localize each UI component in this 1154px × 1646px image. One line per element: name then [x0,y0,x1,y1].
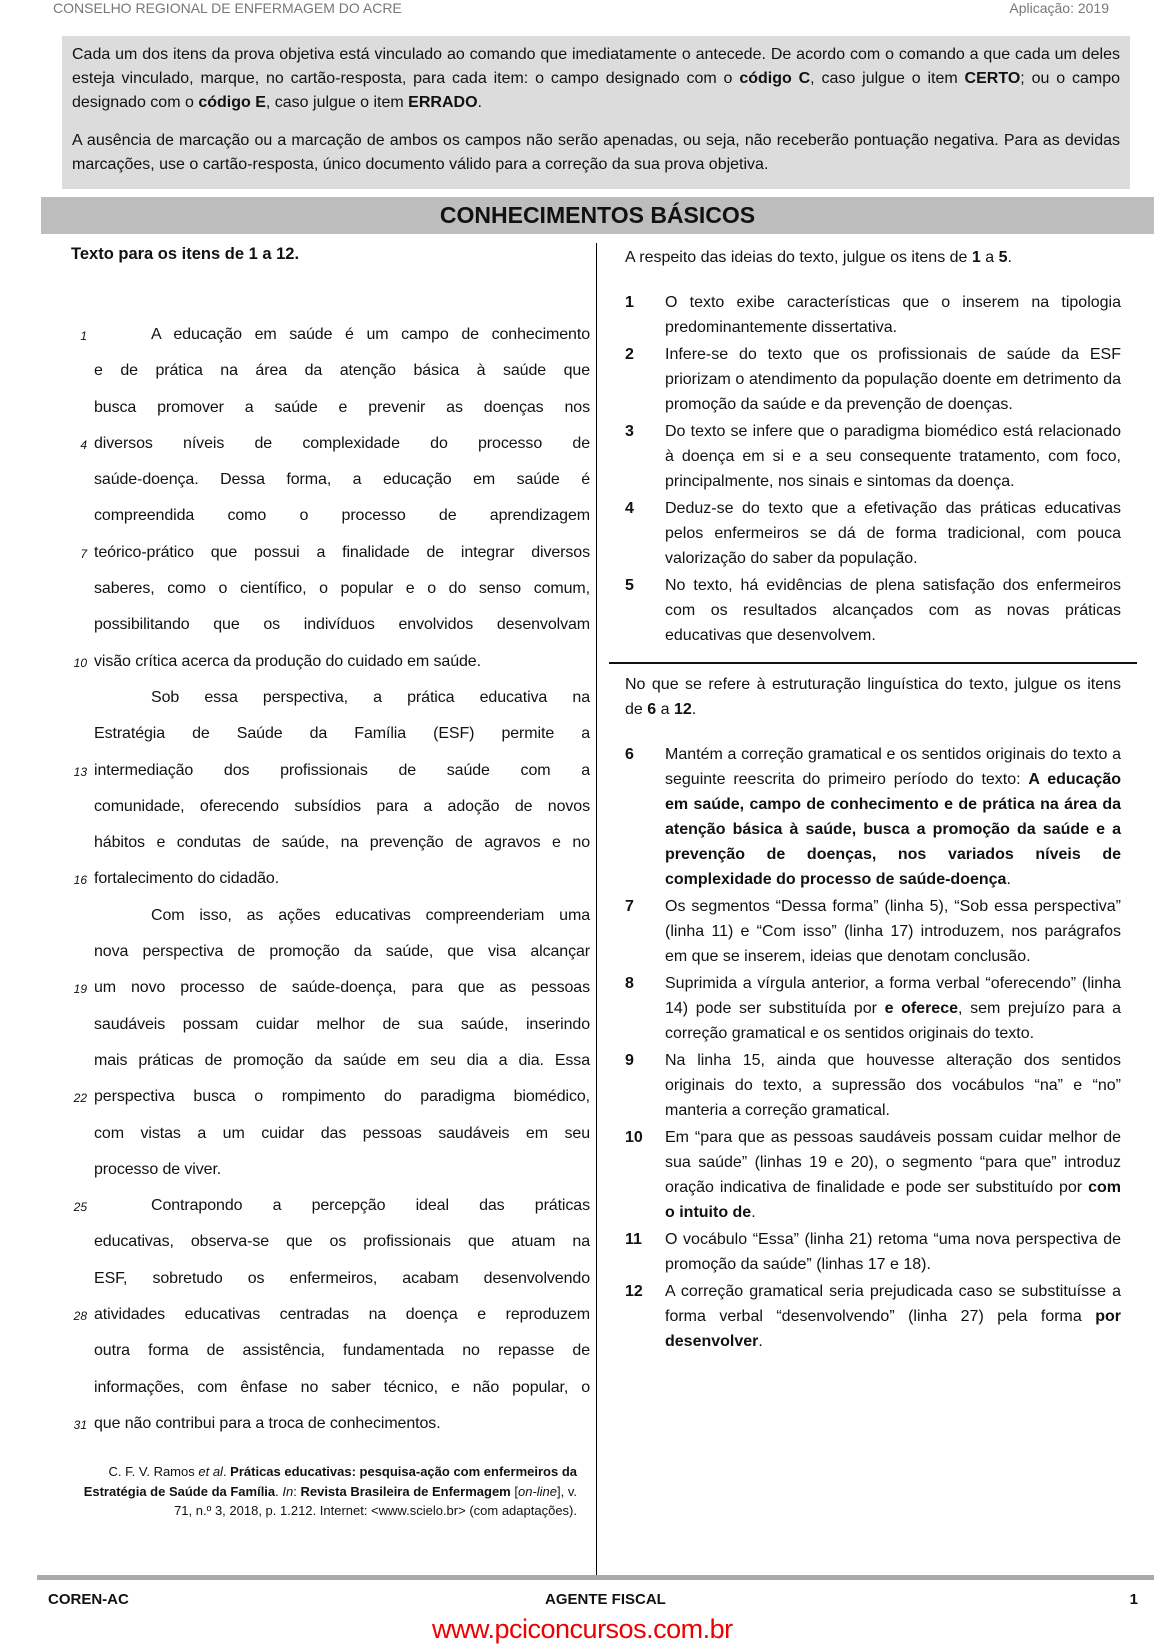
question-item [625,496,1121,571]
passage-line [71,1406,590,1442]
text-segment: a [656,701,674,718]
item-number: 4 [625,500,634,517]
item-number: 3 [625,423,634,440]
line-number: 28 [73,1309,87,1324]
item-text [665,500,1121,567]
line-text: Sob essa perspectiva, a prática educativa na [151,688,590,706]
passage-line [71,317,590,353]
line-number: 16 [73,873,87,888]
passage-line [71,1297,590,1333]
item-number: 11 [625,1231,642,1248]
question-item [625,573,1121,648]
line-text: saudáveis possam cuidar melhor de sua saúde, inserindo [94,1015,590,1033]
line-text: comunidade, oferecendo subsídios para a adoção de novos [94,797,590,815]
line-text: Com isso, as ações educativas compreenderiam uma [151,906,590,924]
text-segment: , sem prejuízo para a correção gramatical e os sentidos originais do texto. [665,1000,1122,1042]
line-text: possibilitando que os indivíduos envolvidos desenvolvam [94,616,590,634]
text-segment: CERTO [964,70,1021,87]
group2-items [625,742,1121,1354]
item-text [665,1052,1121,1119]
text-segment: . [222,1464,231,1480]
question-item [625,971,1121,1046]
text-segment: Na linha 15, ainda que houvesse alteração dos sentidos originais do texto, a supressão dos vocábulos “na” e “no” manteria a correção gramatical. [665,1052,1121,1119]
line-text: busca promover a saúde e prevenir as doenças nos [94,398,590,416]
footer-role: AGENTE FISCAL [545,1591,666,1608]
passage-line [71,1224,590,1260]
text-segment: : [293,1483,301,1499]
text-segment: O texto exibe características que o inserem na tipologia predominantemente dissertativa. [665,294,1121,336]
passage-line [71,462,590,498]
passage-line [71,1079,590,1115]
text-segment: Infere-se do texto que os profissionais de saúde da ESF priorizam o atendimento da população doente em detrimento da promoção da saúde e da prevenção de doenças. [665,346,1121,413]
text-segment: C. F. V. Ramos [108,1464,199,1480]
group1-intro [625,245,1121,270]
passage [71,317,590,1442]
item-number: 9 [625,1052,634,1069]
item-text [665,1231,1121,1273]
separator-line [609,662,1137,664]
line-number: 1 [80,329,87,343]
line-text: ESF, sobretudo os enfermeiros, acabam desenvolvendo [94,1269,590,1287]
text-segment: Do texto se infere que o paradigma biomédico está relacionado à doença em si e a seu consequente tratamento, com foco, principalmente, nos sinais e sintomas da doença. [665,423,1121,490]
passage-line [71,753,590,789]
passage-line [71,426,590,462]
item-number: 7 [625,898,634,915]
section-title: CONHECIMENTOS BÁSICOS [41,197,1154,234]
text-segment: A educação em saúde, campo de conhecimento e de prática na área da atenção básica à saúde, busca a promoção da saúde e a prevenção de doenças, nos variados níveis de complexidade do processo de saúde-doença [665,771,1122,888]
text-segment: et al [198,1464,223,1480]
question-item [625,894,1121,969]
text-segment: on-line [517,1483,558,1499]
passage-column [71,245,590,1521]
line-text: teórico-prático que possui a finalidade de integrar diversos [94,543,590,561]
passage-line [71,644,590,680]
passage-line [71,390,590,426]
item-number: 12 [625,1283,643,1300]
text-title: Texto para os itens de 1 a 12. [71,245,300,263]
text-segment: e oferece [884,1000,959,1017]
line-text: compreendida como o processo de aprendizagem [94,507,590,525]
text-segment: 1 [971,249,981,266]
line-text: saúde-doença. Dessa forma, a educação em saúde é [94,471,590,489]
text-segment: , caso julgue o item [265,94,409,111]
item-text [665,423,1121,490]
text-segment: 12 [673,701,692,718]
passage-line [71,898,590,934]
column-divider [596,243,597,1576]
text-segment: Os segmentos “Dessa forma” (linha 5), “Sob essa perspectiva” (linha 11) e “Com isso” (linha 17) introduzem, nos parágrafos em que se inserem, ideias que denotam conclusão. [665,898,1121,965]
text-segment: , caso julgue o item [810,70,965,87]
header-organization: CONSELHO REGIONAL DE ENFERMAGEM DO ACRE [53,0,402,16]
text-segment: . [477,94,482,111]
passage-line [71,1116,590,1152]
line-number: 4 [80,437,87,452]
text-segment: . [758,1333,763,1350]
line-text: hábitos e condutas de saúde, na prevenção de agravos e no [94,834,590,852]
item-text [665,1129,1121,1221]
text-segment: código E [198,94,266,111]
question-item [625,1279,1121,1354]
question-item [625,1227,1121,1277]
passage-line [71,716,590,752]
passage-line [71,1370,590,1406]
line-text: Contrapondo a percepção ideal das práticas [151,1197,590,1215]
line-text: visão crítica acerca da produção do cuidado em saúde. [94,652,481,670]
line-text: mais práticas de promoção da saúde em seu dia a dia. Essa [94,1051,590,1069]
text-segment: Suprimida a vírgula anterior, a forma verbal “oferecendo” (linha 14) pode ser substituída por [665,975,1121,1017]
text-segment: . [751,1204,756,1221]
text-segment: Revista Brasileira de Enfermagem [300,1483,511,1499]
page-number: 1 [1129,1591,1138,1608]
text-segment: ], v. 71, n.º 3, 2018, p. 1.212. Internet: <www.scielo.br> (com adaptações). [174,1483,577,1519]
question-item [625,742,1121,892]
text-segment: com o intuito de [665,1179,1121,1221]
passage-line [71,970,590,1006]
line-text: um novo processo de saúde-doença, para que as pessoas [94,979,590,997]
passage-line [71,825,590,861]
text-segment: Cada um dos itens da prova objetiva está vinculado ao comando que imediatamente o antecede. De acordo com o comando a que cada um deles esteja vinculado, marque, no cartão-resposta, para cada item: o campo designado com o [72,46,1120,87]
line-text: diversos níveis de complexidade do processo de [94,434,590,452]
group1-items [625,290,1121,648]
item-number: 5 [625,577,634,594]
watermark-link[interactable]: www.pciconcursos.com.br [432,1614,733,1644]
line-text: e de prática na área da atenção básica à saúde que [94,362,590,380]
passage-line [71,353,590,389]
line-number: 25 [73,1200,87,1215]
text-segment: código C [739,70,811,87]
text-segment: 5 [998,249,1008,266]
header-application-year: Aplicação: 2019 [1009,0,1109,16]
item-text [665,577,1121,644]
item-text [665,898,1121,965]
line-number: 19 [73,982,87,997]
line-text: informações, com ênfase no saber técnico, e não popular, o [94,1378,590,1396]
passage-line [71,1188,590,1224]
text-segment: A ausência de marcação ou a marcação de ambos os campos não serão apenadas, ou seja, não receberão pontuação negativa. Para as devidas marcações, use o cartão-resposta, único documento válido para a correção da sua prova objetiva. [72,132,1120,173]
text-segment: . [1007,249,1012,266]
text-segment: Deduz-se do texto que a efetivação das práticas educativas pelos enfermeiros se dá de forma tradicional, com pouca valorização do saber da população. [665,500,1121,567]
line-number: 13 [73,764,87,779]
line-text: perspectiva busca o rompimento do paradigma biomédico, [94,1088,590,1106]
text-segment: por desenvolver [665,1308,1121,1350]
question-item [625,1125,1121,1225]
text-segment: ERRADO [408,94,478,111]
passage-line [71,1152,590,1188]
item-number: 10 [625,1129,643,1146]
text-segment: . [691,701,697,718]
text-segment: Em “para que as pessoas saudáveis possam cuidar melhor de sua saúde” (linhas 19 e 20), o segmento “para que” introduz oração indicativa de finalidade e pode ser substituído por [665,1129,1121,1196]
text-segment: Mantém a correção gramatical e os sentidos originais do texto a seguinte reescrita do primeiro período do texto: [665,746,1121,788]
text-segment: O vocábulo “Essa” (linha 21) retoma “uma nova perspectiva de promoção da saúde” (linhas 17 e 18). [665,1231,1121,1273]
text-segment: No que se refere à estruturação linguística do texto, julgue os itens de [625,676,1121,718]
text-segment: . [275,1483,283,1499]
question-item [625,419,1121,494]
question-item [625,342,1121,417]
item-number: 6 [625,746,634,763]
text-segment: 6 [647,701,657,718]
footer-rule [37,1575,1154,1580]
item-text [665,346,1121,413]
group2-intro [625,672,1121,722]
line-text: educativas, observa-se que os profissionais que atuam na [94,1233,590,1251]
passage-line [71,861,590,897]
passage-line [71,1333,590,1369]
footer-org: COREN-AC [48,1591,129,1608]
passage-line [71,1043,590,1079]
questions-column [625,245,1121,1356]
line-text: outra forma de assistência, fundamentada no repasse de [94,1342,590,1360]
text-segment: . [1006,871,1011,888]
passage-line [71,1007,590,1043]
line-text: que não contribui para a troca de conhecimentos. [94,1414,441,1432]
text-segment: [ [510,1483,518,1499]
text-segment: a [980,249,999,266]
passage-line [71,1261,590,1297]
line-text: saberes, como o científico, o popular e o do senso comum, [94,580,590,598]
question-item [625,290,1121,340]
item-text [665,975,1121,1042]
instruction-paragraph [72,43,1120,115]
line-text: com vistas a um cuidar das pessoas saudáveis em seu [94,1124,590,1142]
item-text [665,746,1121,888]
passage-line [71,789,590,825]
item-number: 8 [625,975,634,992]
line-number: 7 [80,546,87,561]
line-number: 10 [73,655,87,670]
passage-line [71,680,590,716]
passage-line [71,498,590,534]
text-segment: ; ou o campo designado com o [72,70,1121,111]
line-number: 31 [73,1417,87,1432]
line-text: processo de viver. [94,1160,222,1178]
citation [71,1462,577,1521]
item-text [665,294,1121,336]
line-text: atividades educativas centradas na doença e reproduzem [94,1306,590,1324]
text-segment: No texto, há evidências de plena satisfação dos enfermeiros com os resultados alcançados com as novas práticas educativas que desenvolvem. [665,577,1121,644]
text-segment: Práticas educativas: pesquisa-ação com enfermeiros da Estratégia de Saúde da Família [83,1464,577,1499]
passage-line [71,934,590,970]
line-text: nova perspectiva de promoção da saúde, que visa alcançar [94,943,590,961]
text-segment: A respeito das ideias do texto, julgue os itens de [625,249,972,266]
passage-line [71,571,590,607]
instruction-paragraph [72,129,1120,177]
line-text: fortalecimento do cidadão. [94,870,280,888]
line-text: A educação em saúde é um campo de conhecimento [151,326,590,343]
item-number: 1 [625,294,634,311]
question-item [625,1048,1121,1123]
line-text: Estratégia de Saúde da Família (ESF) permite a [94,725,590,743]
line-text: intermediação dos profissionais de saúde com a [94,761,590,779]
text-segment: In [282,1483,294,1499]
item-text [665,1283,1121,1350]
passage-line [71,535,590,571]
passage-line [71,607,590,643]
item-number: 2 [625,346,634,363]
text-segment: A correção gramatical seria prejudicada caso se substituísse a forma verbal “desenvolvendo” (linha 27) pela forma [665,1283,1121,1325]
instructions-box [62,36,1130,189]
line-number: 22 [73,1091,87,1106]
